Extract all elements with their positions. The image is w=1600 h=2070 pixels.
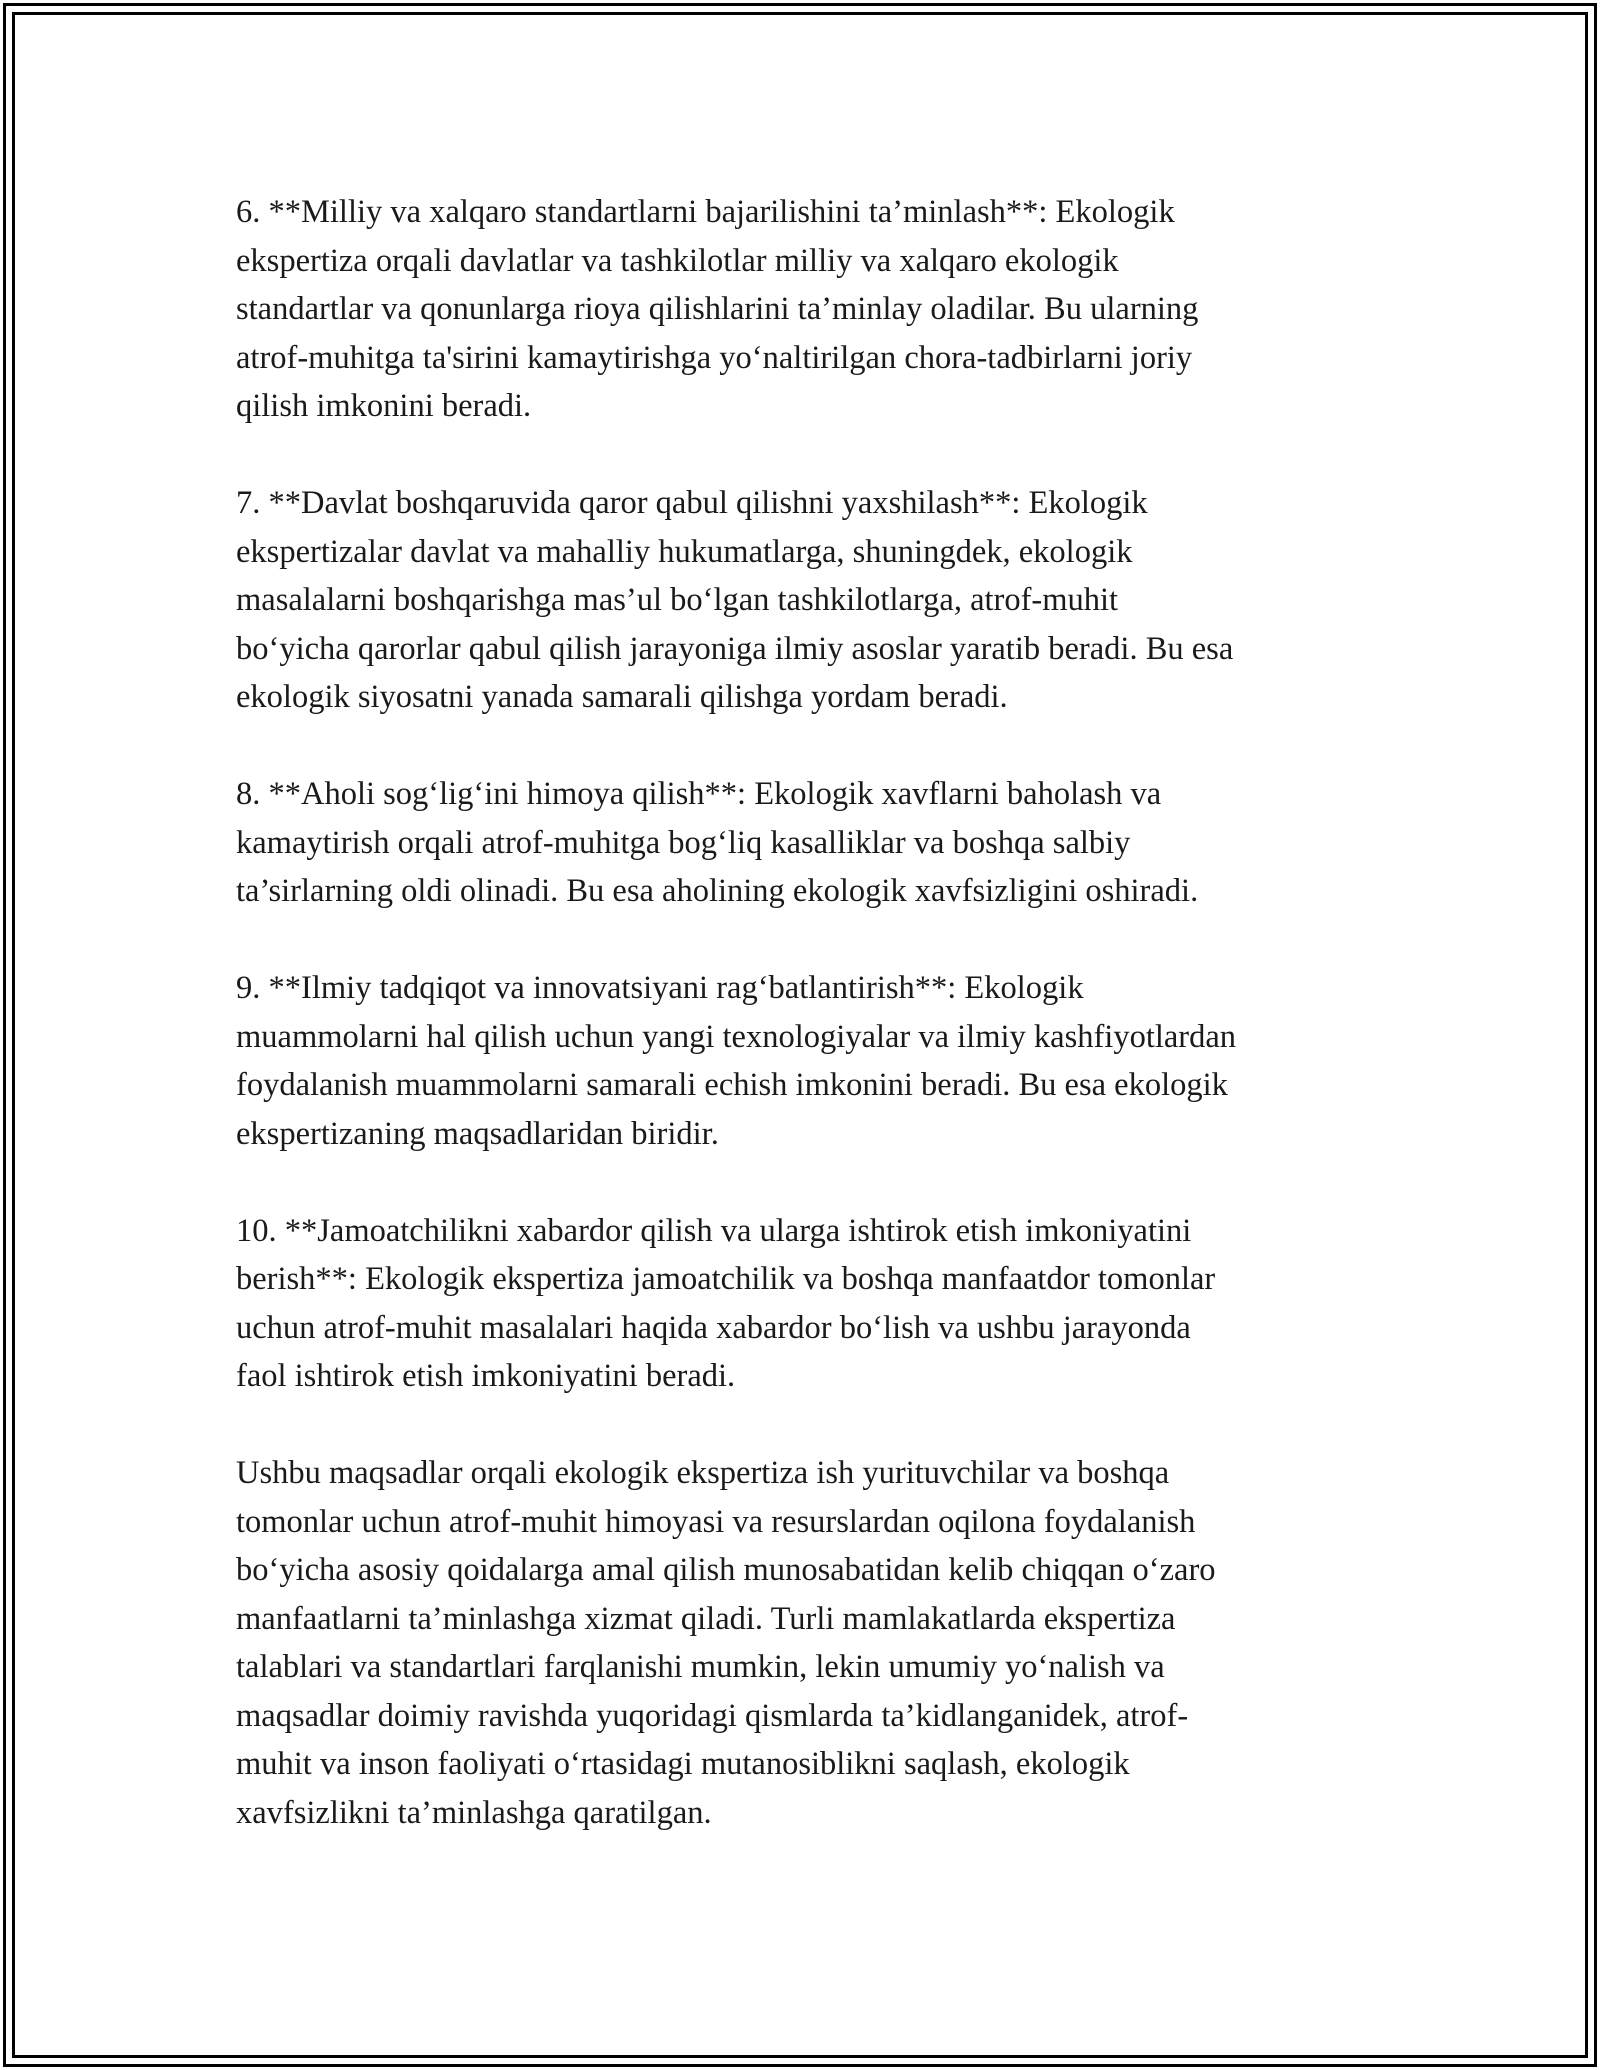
- paragraph-item-7: 7. **Davlat boshqaruvida qaror qabul qilishni yaxshilash**: Ekologik ekspertizalar davlat va mahalliy hukumatlarga, shuningdek, ekologik masalalarni boshqarishga mas’ul bo‘lgan tashkilotlarga, atrof-muhit bo‘yicha qarorlar qabul qilish jarayoniga ilmiy asoslar yaratib beradi. Bu esa ekologik siyosatni yanada samarali qilishga yordam beradi.: [236, 485, 1234, 715]
- paragraph-item-9: 9. **Ilmiy tadqiqot va innovatsiyani rag‘batlantirish**: Ekologik muammolarni hal qilish uchun yangi texnologiyalar va ilmiy kashfiyotlardan foydalanish muammolarni samarali echish imkonini beradi. Bu esa ekologik ekspertizaning maqsadlaridan biridir.: [236, 970, 1237, 1152]
- paragraph-conclusion: Ushbu maqsadlar orqali ekologik ekspertiza ish yurituvchilar va boshqa tomonlar uchun atrof-muhit himoyasi va resurslardan oqilona foydalanish bo‘yicha asosiy qoidalarga amal qilish munosabatidan kelib chiqqan o‘zaro manfaatlarni ta’minlashga xizmat qiladi. Turli mamlakatlarda ekspertiza talablari va standartlari farqlanishi mumkin, lekin umumiy yo‘nalish va maqsadlar doimiy ravishda yuqoridagi qismlarda ta’kidlanganidek, atrof- muhit va inson faoliyati o‘rtasidagi mutanosiblikni saqlash, ekologik xavfsizlikni ta’minlashga qaratilgan.: [236, 1455, 1216, 1831]
- paragraph-item-10: 10. **Jamoatchilikni xabardor qilish va ularga ishtirok etish imkoniyatini berish**: Ekologik ekspertiza jamoatchilik va boshqa manfaatdor tomonlar uchun atrof-muhit masalalari haqida xabardor bo‘lish va ushbu jarayonda faol ishtirok etish imkoniyatini beradi.: [236, 1212, 1216, 1394]
- paragraph-item-8: 8. **Aholi sog‘lig‘ini himoya qilish**: Ekologik xavflarni baholash va kamaytirish orqali atrof-muhitga bog‘liq kasalliklar va boshqa salbiy ta’sirlarning oldi olinadi. Bu esa aholining ekologik xavfsizligini oshiradi.: [236, 776, 1199, 909]
- paragraph-item-6: 6. **Milliy va xalqaro standartlarni bajarilishini ta’minlash**: Ekologik ekspertiza orqali davlatlar va tashkilotlar milliy va xalqaro ekologik standartlar va qonunlarga rioya qilishlarini ta’minlay oladilar. Bu ularning atrof-muhitga ta'sirini kamaytirishga yo‘naltirilgan chora-tadbirlarni joriy qilish imkonini beradi.: [236, 194, 1199, 424]
- document-body: [236, 188, 1366, 1886]
